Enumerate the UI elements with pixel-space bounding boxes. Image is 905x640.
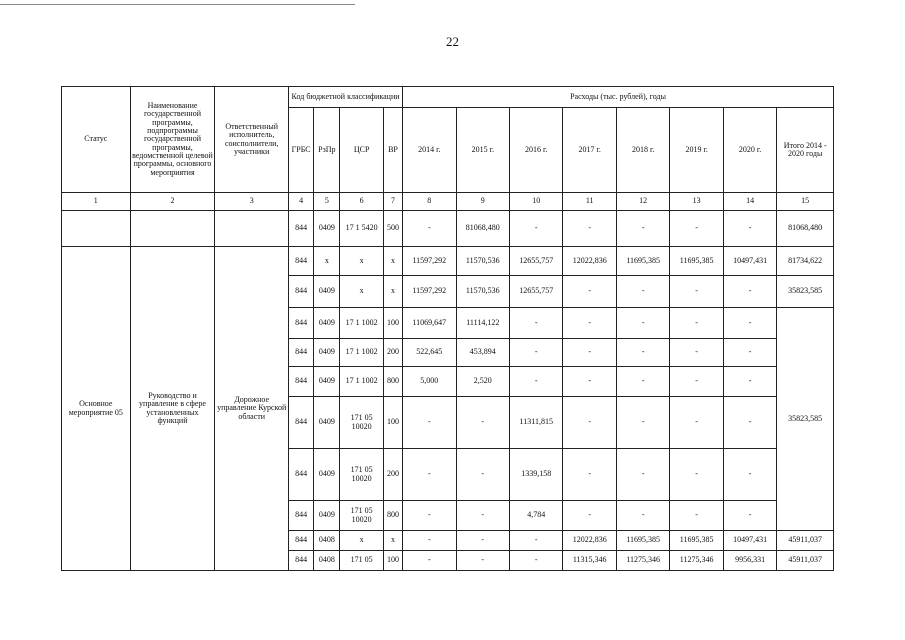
- cell-rzpr: 0409: [314, 211, 340, 247]
- cell-vr: 800: [383, 501, 402, 531]
- merged-total-cell: 35823,585: [777, 308, 834, 531]
- cell-vr: 100: [383, 308, 402, 339]
- cell-y2014: -: [403, 551, 456, 571]
- cell-grbs: 844: [289, 247, 314, 276]
- budget-table: [61, 86, 834, 571]
- cell-y2020: -: [723, 308, 776, 339]
- cell-y2016: 4,784: [510, 501, 563, 531]
- cell-y2020: -: [723, 276, 776, 308]
- cell-y2015: -: [456, 531, 509, 551]
- cell-grbs: 844: [289, 367, 314, 397]
- cell-y2017: 11315,346: [563, 551, 616, 571]
- cell-y2018: -: [616, 339, 669, 367]
- cell-y2017: -: [563, 276, 616, 308]
- column-number: 6: [340, 193, 383, 211]
- table-row: [62, 247, 834, 276]
- cell-csr: 17 1 1002: [340, 339, 383, 367]
- cell-y2017: -: [563, 449, 616, 501]
- cell-csr: 171 05 10020: [340, 397, 383, 449]
- cell-y2019: 11695,385: [670, 531, 723, 551]
- cell-y2017: -: [563, 339, 616, 367]
- cell-grbs: 844: [289, 449, 314, 501]
- cell-y2019: -: [670, 397, 723, 449]
- cell-y2020: -: [723, 367, 776, 397]
- cell-y2015: 2,520: [456, 367, 509, 397]
- header-csr: ЦСР: [340, 108, 383, 193]
- cell-y2017: -: [563, 308, 616, 339]
- header-total: Итого 2014 - 2020 годы: [777, 108, 834, 193]
- cell-y2018: -: [616, 276, 669, 308]
- cell-rzpr: 0409: [314, 501, 340, 531]
- cell-y2017: 12022,836: [563, 247, 616, 276]
- cell-csr: х: [340, 276, 383, 308]
- cell-csr: 17 1 1002: [340, 367, 383, 397]
- page-number: 22: [446, 34, 459, 49]
- cell-y2017: -: [563, 501, 616, 531]
- cell-vr: 200: [383, 449, 402, 501]
- cell-y2016: -: [510, 551, 563, 571]
- cell-y2020: -: [723, 339, 776, 367]
- cell-y2014: -: [403, 211, 456, 247]
- cell-y2014: -: [403, 449, 456, 501]
- column-number-row: [62, 193, 834, 211]
- cell-csr: 171 05: [340, 551, 383, 571]
- cell-y2014: -: [403, 531, 456, 551]
- header-program-name: Наименование государственной программы, подпрограммы государственной программы, ведомственной целевой программы, основного мероприятия: [130, 87, 215, 193]
- cell-grbs: 844: [289, 531, 314, 551]
- column-number: 4: [289, 193, 314, 211]
- table-row: [62, 211, 834, 247]
- column-number: 10: [510, 193, 563, 211]
- cell-y2014: -: [403, 397, 456, 449]
- cell-csr: 17 1 5420: [340, 211, 383, 247]
- column-number: 3: [215, 193, 289, 211]
- cell-y2019: -: [670, 211, 723, 247]
- header-vr: ВР: [383, 108, 402, 193]
- cell-rzpr: 0409: [314, 449, 340, 501]
- cell-y2019: -: [670, 339, 723, 367]
- cell-csr: х: [340, 531, 383, 551]
- cell-y2014: 11597,292: [403, 247, 456, 276]
- header-responsible: Ответственный исполнитель, соисполнители, участники: [215, 87, 289, 193]
- cell-y2018: -: [616, 211, 669, 247]
- column-number: 8: [403, 193, 456, 211]
- cell-vr: х: [383, 276, 402, 308]
- column-number: 12: [616, 193, 669, 211]
- cell-y2018: 11275,346: [616, 551, 669, 571]
- cell-rzpr: 0409: [314, 397, 340, 449]
- cell-y2019: -: [670, 501, 723, 531]
- cell-vr: 100: [383, 397, 402, 449]
- header-year-2019: 2019 г.: [670, 108, 723, 193]
- cell-y2016: -: [510, 308, 563, 339]
- cell-y2020: -: [723, 449, 776, 501]
- cell-y2019: -: [670, 276, 723, 308]
- cell-grbs: 844: [289, 501, 314, 531]
- cell-total: 45911,037: [777, 531, 834, 551]
- cell-y2020: 10497,431: [723, 247, 776, 276]
- cell-y2015: -: [456, 551, 509, 571]
- header-year-2015: 2015 г.: [456, 108, 509, 193]
- cell-rzpr: 0409: [314, 276, 340, 308]
- cell-rzpr: 0409: [314, 339, 340, 367]
- cell-total: 81734,622: [777, 247, 834, 276]
- cell-vr: х: [383, 247, 402, 276]
- cell-y2016: 1339,158: [510, 449, 563, 501]
- cell-csr: х: [340, 247, 383, 276]
- cell-y2018: 11695,385: [616, 247, 669, 276]
- cell-y2016: 11311,815: [510, 397, 563, 449]
- cell-total: 35823,585: [777, 276, 834, 308]
- cell-y2015: 11570,536: [456, 276, 509, 308]
- cell-y2016: -: [510, 339, 563, 367]
- cell-y2014: 5,000: [403, 367, 456, 397]
- cell-y2015: 11114,122: [456, 308, 509, 339]
- row-status: Основное мероприятие 05: [62, 247, 131, 571]
- header-row-1: [62, 87, 834, 108]
- empty-name-cell: [130, 211, 215, 247]
- cell-y2019: 11275,346: [670, 551, 723, 571]
- header-status: Статус: [62, 87, 131, 193]
- cell-y2015: 11570,536: [456, 247, 509, 276]
- cell-total: 45911,037: [777, 551, 834, 571]
- column-number: 2: [130, 193, 215, 211]
- cell-y2016: 12655,757: [510, 276, 563, 308]
- header-grbs: ГРБС: [289, 108, 314, 193]
- cell-y2018: -: [616, 501, 669, 531]
- cell-vr: 500: [383, 211, 402, 247]
- cell-y2014: 11597,292: [403, 276, 456, 308]
- row-responsible: Дорожное управление Курской области: [215, 247, 289, 571]
- cell-y2016: -: [510, 531, 563, 551]
- column-number: 7: [383, 193, 402, 211]
- cell-y2020: -: [723, 397, 776, 449]
- cell-y2015: -: [456, 397, 509, 449]
- header-expenses: Расходы (тыс. рублей), годы: [403, 87, 834, 108]
- empty-responsible-cell: [215, 211, 289, 247]
- cell-y2014: -: [403, 501, 456, 531]
- cell-vr: 800: [383, 367, 402, 397]
- column-number: 15: [777, 193, 834, 211]
- cell-vr: х: [383, 531, 402, 551]
- cell-y2020: -: [723, 211, 776, 247]
- cell-y2018: -: [616, 308, 669, 339]
- header-rzpr: РзПр: [314, 108, 340, 193]
- cell-y2017: -: [563, 397, 616, 449]
- cell-y2016: -: [510, 211, 563, 247]
- cell-y2018: -: [616, 397, 669, 449]
- cell-csr: 171 05 10020: [340, 501, 383, 531]
- cell-csr: 17 1 1002: [340, 308, 383, 339]
- cell-y2019: 11695,385: [670, 247, 723, 276]
- header-budget-code: Код бюджетной классификации: [289, 87, 403, 108]
- column-number: 13: [670, 193, 723, 211]
- column-number: 1: [62, 193, 131, 211]
- cell-y2016: 12655,757: [510, 247, 563, 276]
- header-year-2017: 2017 г.: [563, 108, 616, 193]
- row-program-name: Руководство и управление в сфере установленных функций: [130, 247, 215, 571]
- header-year-2020: 2020 г.: [723, 108, 776, 193]
- cell-y2018: 11695,385: [616, 531, 669, 551]
- empty-status-cell: [62, 211, 131, 247]
- cell-y2015: 453,894: [456, 339, 509, 367]
- cell-y2020: 9956,331: [723, 551, 776, 571]
- cell-y2017: -: [563, 367, 616, 397]
- cell-rzpr: 0409: [314, 367, 340, 397]
- header-year-2018: 2018 г.: [616, 108, 669, 193]
- cell-y2015: 81068,480: [456, 211, 509, 247]
- cell-y2017: -: [563, 211, 616, 247]
- header-year-2014: 2014 г.: [403, 108, 456, 193]
- cell-y2015: -: [456, 501, 509, 531]
- cell-y2019: -: [670, 367, 723, 397]
- cell-rzpr: 0409: [314, 308, 340, 339]
- cell-y2015: -: [456, 449, 509, 501]
- cell-y2020: -: [723, 501, 776, 531]
- cell-grbs: 844: [289, 211, 314, 247]
- column-number: 14: [723, 193, 776, 211]
- cell-total: 81068,480: [777, 211, 834, 247]
- cell-y2019: -: [670, 449, 723, 501]
- cell-y2020: 10497,431: [723, 531, 776, 551]
- cell-y2014: 11069,647: [403, 308, 456, 339]
- column-number: 9: [456, 193, 509, 211]
- cell-grbs: 844: [289, 339, 314, 367]
- cell-rzpr: х: [314, 247, 340, 276]
- cell-grbs: 844: [289, 551, 314, 571]
- cell-y2019: -: [670, 308, 723, 339]
- header-year-2016: 2016 г.: [510, 108, 563, 193]
- cell-vr: 100: [383, 551, 402, 571]
- column-number: 5: [314, 193, 340, 211]
- cell-grbs: 844: [289, 276, 314, 308]
- cell-y2016: -: [510, 367, 563, 397]
- column-number: 11: [563, 193, 616, 211]
- cell-grbs: 844: [289, 308, 314, 339]
- cell-grbs: 844: [289, 397, 314, 449]
- cell-csr: 171 05 10020: [340, 449, 383, 501]
- cell-y2018: -: [616, 449, 669, 501]
- cell-rzpr: 0408: [314, 531, 340, 551]
- cell-y2017: 12022,836: [563, 531, 616, 551]
- cell-vr: 200: [383, 339, 402, 367]
- cell-y2018: -: [616, 367, 669, 397]
- cell-y2014: 522,645: [403, 339, 456, 367]
- cell-rzpr: 0408: [314, 551, 340, 571]
- top-border-line: [0, 4, 355, 5]
